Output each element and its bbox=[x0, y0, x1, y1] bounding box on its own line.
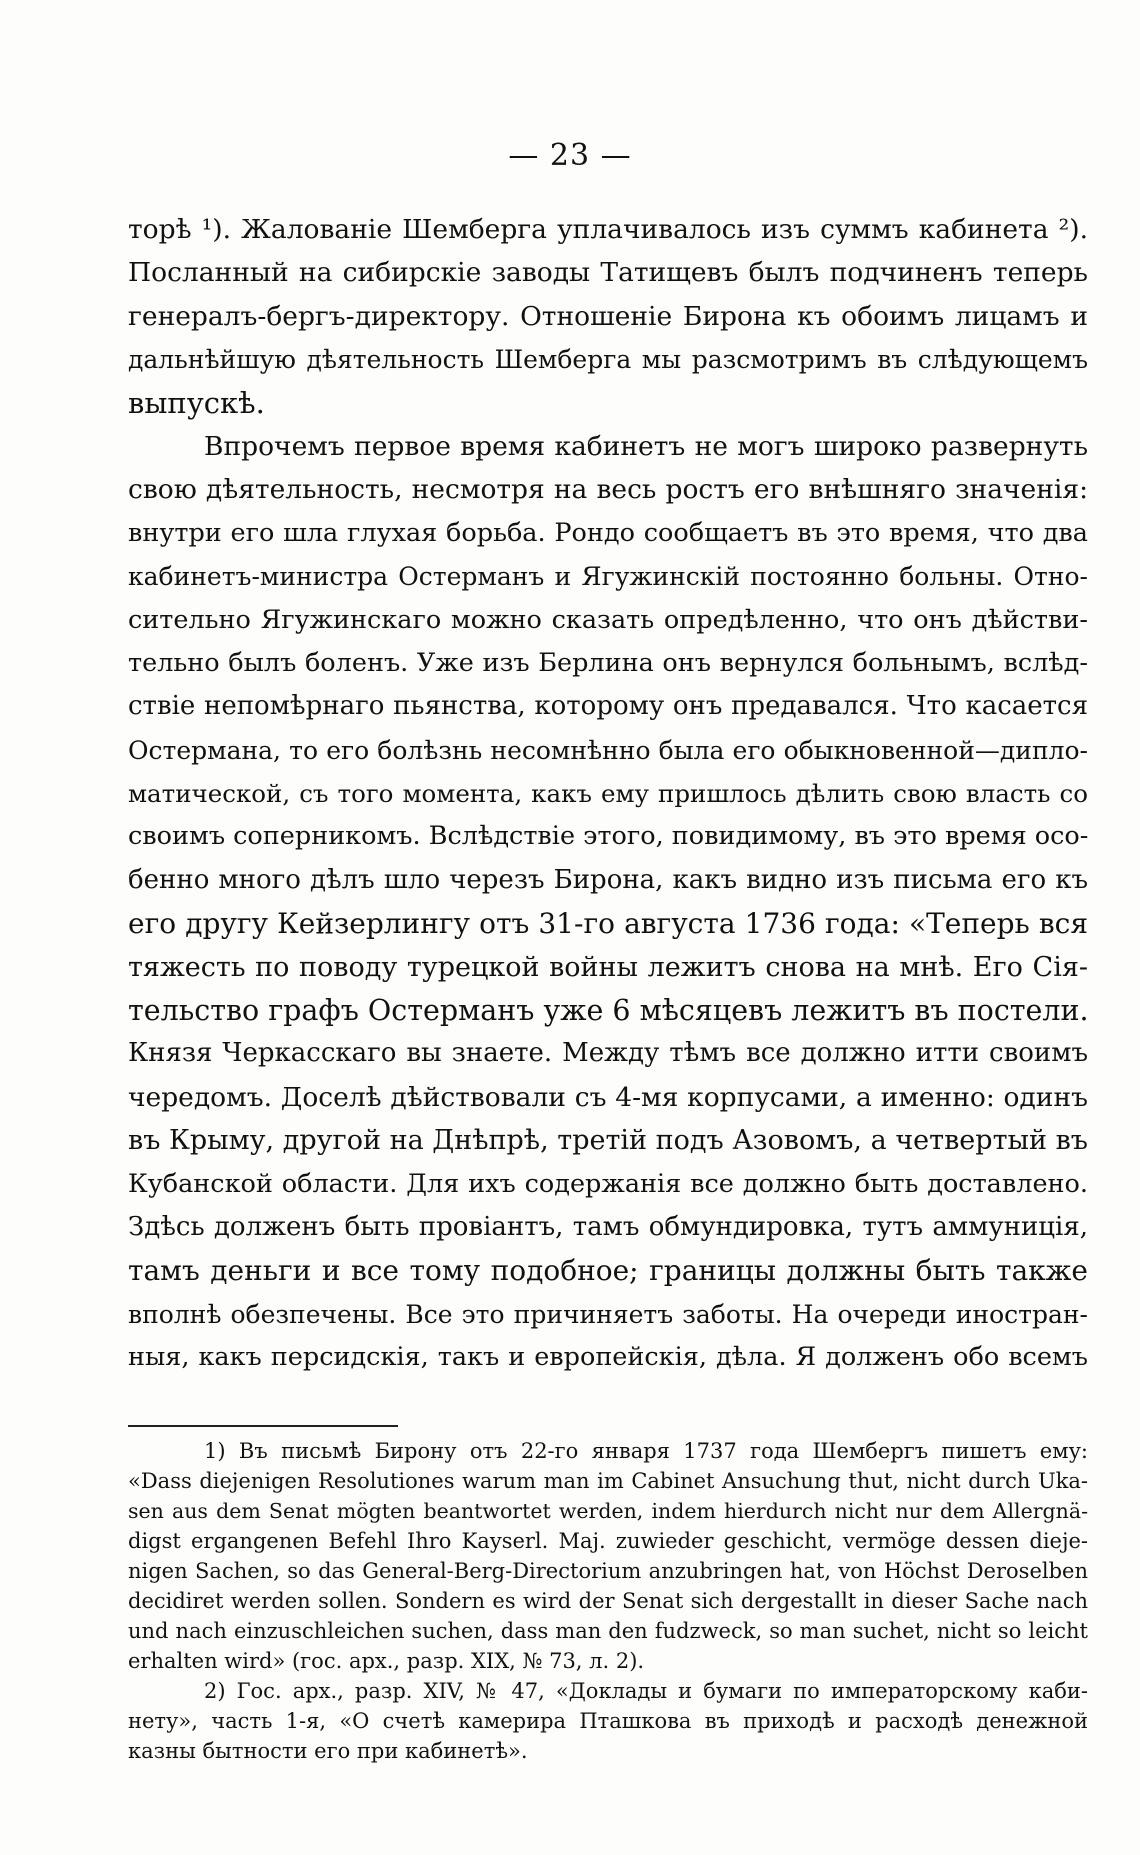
main-text bbox=[128, 208, 1088, 1380]
footnote-line: sen aus dem Senat mögten beantwortet werden, indem hierdurch nicht nur dem Allergnä- bbox=[128, 1499, 1088, 1523]
text-line: матической, съ того момента, какъ ему пришлось дѣлить свою власть со bbox=[128, 779, 1088, 809]
text-line: вполнѣ обезпечены. Все это причиняетъ заботы. На очереди иностран- bbox=[128, 1299, 1088, 1329]
text-line: тельно былъ боленъ. Уже изъ Берлина онъ вернулся больнымъ, вслѣд- bbox=[128, 647, 1088, 678]
text-line: Остермана, то его болѣзнь несомнѣнно была его обыкновенной—дипло- bbox=[128, 735, 1088, 765]
text-line: тамъ деньги и все тому подобное; границы должны быть также bbox=[128, 1254, 1088, 1288]
footnote-line: «Dass diejenigen Resolutiones warum man im Cabinet Ansuchung thut, nicht durch Uka- bbox=[128, 1469, 1088, 1493]
footnote-line: 1) Въ письмѣ Бирону отъ 22-го января 1737 года Шембергъ пишетъ ему: bbox=[204, 1439, 1088, 1463]
text-line: чередомъ. Доселѣ дѣйствовали съ 4-мя корпусами, а именно: одинъ bbox=[128, 1081, 1088, 1113]
footnote-line: digst ergangenen Befehl Ihro Kayserl. Maj. zuwieder geschicht, vermöge dessen dieje- bbox=[128, 1529, 1088, 1553]
text-line: Кубанской области. Для ихъ содержанія все должно быть доставлено. bbox=[128, 1168, 1088, 1199]
text-line: свою дѣятельность, несмотря на весь ростъ его внѣшняго значенія: bbox=[128, 474, 1088, 506]
text-line: ныя, какъ персидскія, такъ и европейскія, дѣла. Я долженъ обо всемъ bbox=[128, 1342, 1088, 1373]
text-line: тяжесть по поводу турецкой войны лежитъ снова на мнѣ. Его Сія- bbox=[128, 951, 1088, 983]
page-number: — 23 — bbox=[508, 138, 632, 173]
footnote-line: нету», часть 1-я, «О счетѣ камерира Пташкова въ приходѣ и расходѣ денежной bbox=[128, 1709, 1088, 1733]
text-line: его другу Кейзерлингу отъ 31-го августа 1736 года: «Теперь вся bbox=[128, 907, 1088, 941]
text-line: Князя Черкасскаго вы знаете. Между тѣмъ все должно итти своимъ bbox=[128, 1038, 1088, 1069]
footnote-line: decidiret werden sollen. Sondern es wird der Senat sich dergestallt in dieser Sache nach bbox=[128, 1589, 1088, 1613]
footnote-line: 2) Гос. арх., разр. XIV, № 47, «Доклады и бумаги по императорскому каби- bbox=[204, 1679, 1088, 1703]
footnote-line: und nach einzuschleichen suchen, dass man den fudzweck, so man suchet, nicht so leicht bbox=[128, 1619, 1088, 1643]
text-line: бенно много дѣлъ шло черезъ Бирона, какъ видно изъ письма его къ bbox=[128, 864, 1088, 895]
footnote-line: nigen Sachen, so das General-Berg-Directorium anzubringen hat, von Höchst Deroselben bbox=[128, 1559, 1088, 1583]
text-line: Посланный на сибирскіе заводы Татищевъ былъ подчиненъ теперь bbox=[128, 257, 1088, 289]
footnotes bbox=[128, 1436, 1088, 1766]
text-line: сительно Ягужинскаго можно сказать опредѣленно, что онъ дѣйстви- bbox=[128, 604, 1088, 635]
text-line: кабинетъ-министра Остерманъ и Ягужинскій постоянно больны. Отно- bbox=[128, 562, 1088, 592]
text-line: Здѣсь долженъ быть провіантъ, тамъ обмундировка, тутъ аммуниція, bbox=[128, 1211, 1088, 1242]
text-line: Впрочемъ первое время кабинетъ не могъ широко развернуть bbox=[204, 430, 1088, 462]
text-line: генералъ-бергъ-директору. Отношеніе Бирона къ обоимъ лицамъ и bbox=[128, 300, 1088, 332]
text-line: ствіе непомѣрнаго пьянства, которому онъ предавался. Что касается bbox=[128, 691, 1088, 722]
text-line: дальнѣйшую дѣятельность Шемберга мы разсмотримъ въ слѣдующемъ bbox=[128, 345, 1088, 375]
text-line: выпускѣ. bbox=[128, 385, 265, 420]
footnote-divider bbox=[128, 1425, 398, 1427]
text-line: тельство графъ Остерманъ уже 6 мѣсяцевъ лежитъ въ постели. bbox=[128, 994, 1089, 1028]
text-line: въ Крыму, другой на Днѣпрѣ, третій подъ Азовомъ, а четвертый въ bbox=[128, 1125, 1088, 1157]
footnote-line: казны бытности его при кабинетѣ». bbox=[128, 1739, 528, 1763]
text-line: торѣ ¹). Жалованіе Шемберга уплачивалось изъ суммъ кабинета ²). bbox=[128, 214, 1088, 245]
footnote-line: erhalten wird» (гос. арх., разр. XIX, № 73, л. 2). bbox=[128, 1649, 645, 1673]
text-line: внутри его шла глухая борьба. Рондо сообщаетъ въ это время, что два bbox=[128, 517, 1088, 548]
text-line: своимъ соперникомъ. Вслѣдствіе этого, повидимому, въ это время осо- bbox=[128, 821, 1089, 852]
